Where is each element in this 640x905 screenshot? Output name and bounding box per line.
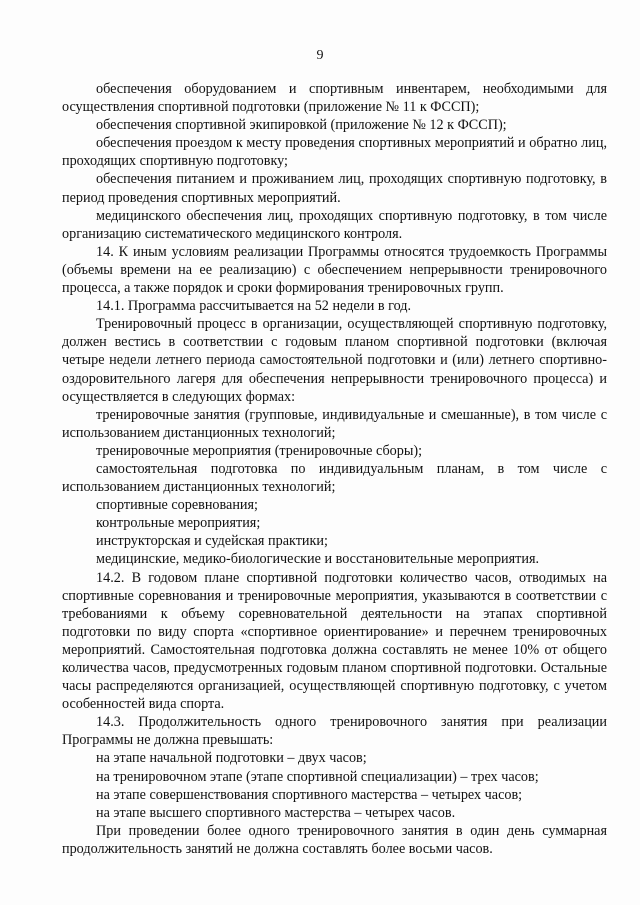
paragraph-14: 14. К иным условиям реализации Программы относятся трудоемкость Программы (объемы времени на ее реализацию) с обеспечением непрерывности тренировочного процесса, а также порядок и сроки формирования тренировочных групп. <box>62 243 607 297</box>
list-item-instructor-practice: инструкторская и судейская практики; <box>96 533 328 550</box>
paragraph-gear: обеспечения спортивной экипировкой (приложение № 12 к ФССП); <box>96 117 507 134</box>
paragraph-daily-limit: При проведении более одного тренировочного занятия в один день суммарная продолжительность занятий не должна составлять более восьми часов. <box>62 822 607 857</box>
list-item-initial-stage: на этапе начальной подготовки – двух часов; <box>96 750 367 767</box>
document-body <box>62 80 607 858</box>
list-item-training-sessions: тренировочные занятия (групповые, индивидуальные и смешанные), в том числе с использованием дистанционных технологий; <box>62 406 607 441</box>
list-item-self-training: самостоятельная подготовка по индивидуальным планам, в том числе с использованием дистанционных технологий; <box>62 460 607 496</box>
paragraph-14-3: 14.3. Продолжительность одного тренировочного занятия при реализации Программы не должна превышать: <box>62 714 607 749</box>
list-item-training-camps: тренировочные мероприятия (тренировочные сборы); <box>96 442 423 459</box>
paragraph-14-2: 14.2. В годовом плане спортивной подготовки количество часов, отводимых на спортивные соревнования и тренировочные мероприятия, указываются в соответствии с требованиями к объему соревновательной деятельности на этапах спортивной подготовки по виду спорта «спортивное ориентирование» и перечнем тренировочных мероприятий. Самостоятельная подготовка должна составлять не менее 10% от общего количества часов, предусмотренных годовым планом спортивной подготовки. Остальные часы распределяются организацией, осуществляющей спортивную подготовку, с учетом особенностей вида спорта. <box>62 569 607 713</box>
list-item-higher-mastery-stage: на этапе высшего спортивного мастерства – четырех часов. <box>96 804 456 821</box>
paragraph-training-process: Тренировочный процесс в организации, осуществляющей спортивную подготовку, должен вестись в соответствии с годовым планом спортивной подготовки (включая четыре недели летнего периода самостоятельной подготовки и (или) летнего спортивно-оздоровительного лагеря для обеспечения непрерывности тренировочного процесса) и осуществляется в следующих формах: <box>62 316 607 405</box>
paragraph-medical: медицинского обеспечения лиц, проходящих спортивную подготовку, в том числе организацию систематического медицинского контроля. <box>62 207 607 242</box>
paragraph-travel: обеспечения проездом к месту проведения спортивных мероприятий и обратно лиц, проходящих спортивную подготовку; <box>62 135 607 170</box>
paragraph-14-1: 14.1. Программа рассчитывается на 52 недели в год. <box>96 298 412 315</box>
list-item-medical-events: медицинские, медико-биологические и восстановительные мероприятия. <box>96 551 540 568</box>
list-item-training-stage: на тренировочном этапе (этапе спортивной специализации) – трех часов; <box>96 768 539 785</box>
list-item-improvement-stage: на этапе совершенствования спортивного мастерства – четырех часов; <box>96 786 523 803</box>
paragraph-food-lodging: обеспечения питанием и проживанием лиц, проходящих спортивную подготовку, в период проведения спортивных мероприятий. <box>62 171 607 206</box>
paragraph-equipment: обеспечения оборудованием и спортивным инвентарем, необходимыми для осуществления спортивной подготовки (приложение № 11 к ФССП); <box>62 81 607 116</box>
list-item-competitions: спортивные соревнования; <box>96 497 258 514</box>
page-number: 9 <box>316 48 324 63</box>
list-item-control-events: контрольные мероприятия; <box>96 515 261 532</box>
